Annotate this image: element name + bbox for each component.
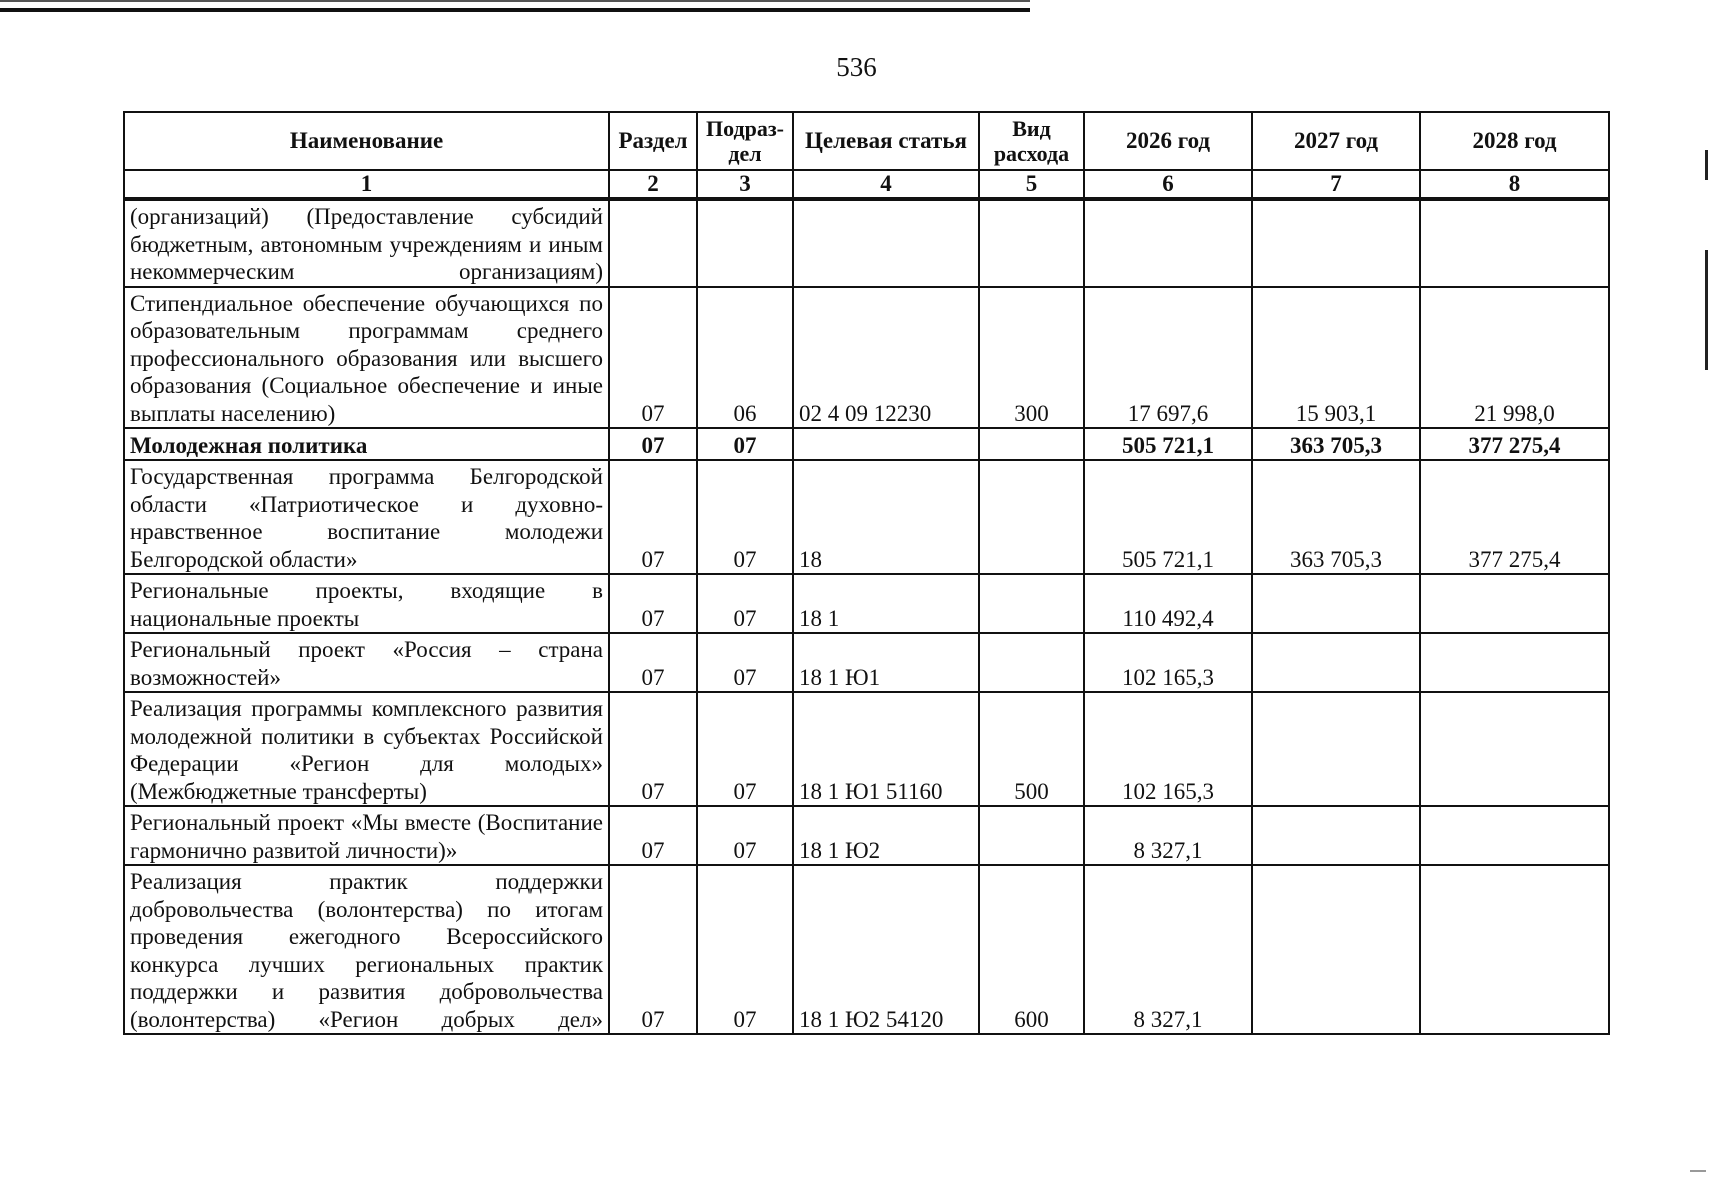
row-2028 <box>1420 633 1609 692</box>
row-2026: 8 327,1 <box>1084 865 1252 1034</box>
scan-edge-mark <box>1705 250 1708 370</box>
row-vid <box>979 428 1084 460</box>
column-number: 7 <box>1252 170 1420 199</box>
row-razdel <box>609 199 697 287</box>
table-row <box>124 865 1609 1034</box>
row-2026: 102 165,3 <box>1084 633 1252 692</box>
row-vid: 500 <box>979 692 1084 806</box>
row-2027 <box>1252 865 1420 1034</box>
table-row-section <box>124 428 1609 460</box>
row-podrazdel: 07 <box>697 692 793 806</box>
table-row <box>124 199 1609 287</box>
table-row <box>124 633 1609 692</box>
row-name: (организаций) (Предоставление субсидий бюджетным, автономным учреждениям и иным некоммерческим организациям) <box>124 199 609 287</box>
column-number: 3 <box>697 170 793 199</box>
row-2028: 377 275,4 <box>1420 460 1609 574</box>
table-row <box>124 574 1609 633</box>
row-razdel: 07 <box>609 287 697 429</box>
row-2027 <box>1252 633 1420 692</box>
row-2028 <box>1420 692 1609 806</box>
top-scan-line <box>0 8 1030 12</box>
row-name: Молодежная политика <box>124 428 609 460</box>
header-2026: 2026 год <box>1084 112 1252 170</box>
row-razdel: 07 <box>609 574 697 633</box>
header-2027: 2027 год <box>1252 112 1420 170</box>
row-podrazdel: 07 <box>697 460 793 574</box>
row-podrazdel: 07 <box>697 574 793 633</box>
row-2028: 377 275,4 <box>1420 428 1609 460</box>
column-number: 4 <box>793 170 979 199</box>
row-name: Стипендиальное обеспечение обучающихся по образовательным программам среднего профессионального образования или высшего образования (Социальное обеспечение и иные выплаты населению) <box>124 287 609 429</box>
table-row <box>124 806 1609 865</box>
row-podrazdel: 07 <box>697 865 793 1034</box>
row-target: 02 4 09 12230 <box>793 287 979 429</box>
row-target <box>793 199 979 287</box>
row-vid: 300 <box>979 287 1084 429</box>
row-vid <box>979 460 1084 574</box>
row-2027 <box>1252 692 1420 806</box>
row-target: 18 <box>793 460 979 574</box>
row-podrazdel: 06 <box>697 287 793 429</box>
row-vid <box>979 574 1084 633</box>
table-header-row <box>124 112 1609 170</box>
row-target: 18 1 <box>793 574 979 633</box>
row-vid <box>979 633 1084 692</box>
column-number: 2 <box>609 170 697 199</box>
row-2027: 363 705,3 <box>1252 460 1420 574</box>
column-number: 1 <box>124 170 609 199</box>
row-target: 18 1 Ю2 54120 <box>793 865 979 1034</box>
header-vid: Вид расхода <box>979 112 1084 170</box>
row-podrazdel: 07 <box>697 806 793 865</box>
row-2028 <box>1420 574 1609 633</box>
header-target: Целевая статья <box>793 112 979 170</box>
scan-edge-mark <box>1705 150 1708 180</box>
row-name: Реализация программы комплексного развития молодежной политики в субъектах Российской Федерации «Регион для молодых» (Межбюджетные трансферты) <box>124 692 609 806</box>
row-razdel: 07 <box>609 692 697 806</box>
column-number: 8 <box>1420 170 1609 199</box>
row-2026: 505 721,1 <box>1084 428 1252 460</box>
row-2026: 8 327,1 <box>1084 806 1252 865</box>
row-2027 <box>1252 806 1420 865</box>
row-target: 18 1 Ю1 <box>793 633 979 692</box>
row-2027 <box>1252 574 1420 633</box>
header-2028: 2028 год <box>1420 112 1609 170</box>
row-podrazdel: 07 <box>697 633 793 692</box>
page-number: 536 <box>836 52 877 82</box>
row-podrazdel <box>697 199 793 287</box>
row-name: Реализация практик поддержки добровольчества (волонтерства) по итогам проведения ежегодного Всероссийского конкурса лучших региональных практик поддержки и развития добровольчества (волонтерства) «Регион добрых дел» <box>124 865 609 1034</box>
header-podrazdel: Подраз-дел <box>697 112 793 170</box>
row-2027: 363 705,3 <box>1252 428 1420 460</box>
row-2027 <box>1252 199 1420 287</box>
row-2026 <box>1084 199 1252 287</box>
row-razdel: 07 <box>609 806 697 865</box>
column-number-row <box>124 170 1609 199</box>
budget-table <box>123 111 1610 1035</box>
row-2026: 110 492,4 <box>1084 574 1252 633</box>
row-razdel: 07 <box>609 460 697 574</box>
row-2028 <box>1420 865 1609 1034</box>
column-number: 5 <box>979 170 1084 199</box>
row-name: Региональные проекты, входящие в национальные проекты <box>124 574 609 633</box>
top-border-line <box>0 0 1030 2</box>
row-target <box>793 428 979 460</box>
row-2028: 21 998,0 <box>1420 287 1609 429</box>
row-vid <box>979 199 1084 287</box>
row-podrazdel: 07 <box>697 428 793 460</box>
row-name: Государственная программа Белгородской области «Патриотическое и духовно-нравственное воспитание молодежи Белгородской области» <box>124 460 609 574</box>
row-2027: 15 903,1 <box>1252 287 1420 429</box>
row-name: Региональный проект «Россия – страна возможностей» <box>124 633 609 692</box>
row-target: 18 1 Ю2 <box>793 806 979 865</box>
header-razdel: Раздел <box>609 112 697 170</box>
scan-edge-dash <box>1690 1170 1706 1172</box>
row-target: 18 1 Ю1 51160 <box>793 692 979 806</box>
column-number: 6 <box>1084 170 1252 199</box>
row-2026: 102 165,3 <box>1084 692 1252 806</box>
row-2026: 505 721,1 <box>1084 460 1252 574</box>
table-row <box>124 287 1609 429</box>
row-razdel: 07 <box>609 428 697 460</box>
row-razdel: 07 <box>609 633 697 692</box>
row-2026: 17 697,6 <box>1084 287 1252 429</box>
row-2028 <box>1420 806 1609 865</box>
table-row <box>124 692 1609 806</box>
row-name: Региональный проект «Мы вместе (Воспитание гармонично развитой личности)» <box>124 806 609 865</box>
header-name: Наименование <box>124 112 609 170</box>
row-vid <box>979 806 1084 865</box>
row-razdel: 07 <box>609 865 697 1034</box>
table-row <box>124 460 1609 574</box>
row-vid: 600 <box>979 865 1084 1034</box>
row-2028 <box>1420 199 1609 287</box>
